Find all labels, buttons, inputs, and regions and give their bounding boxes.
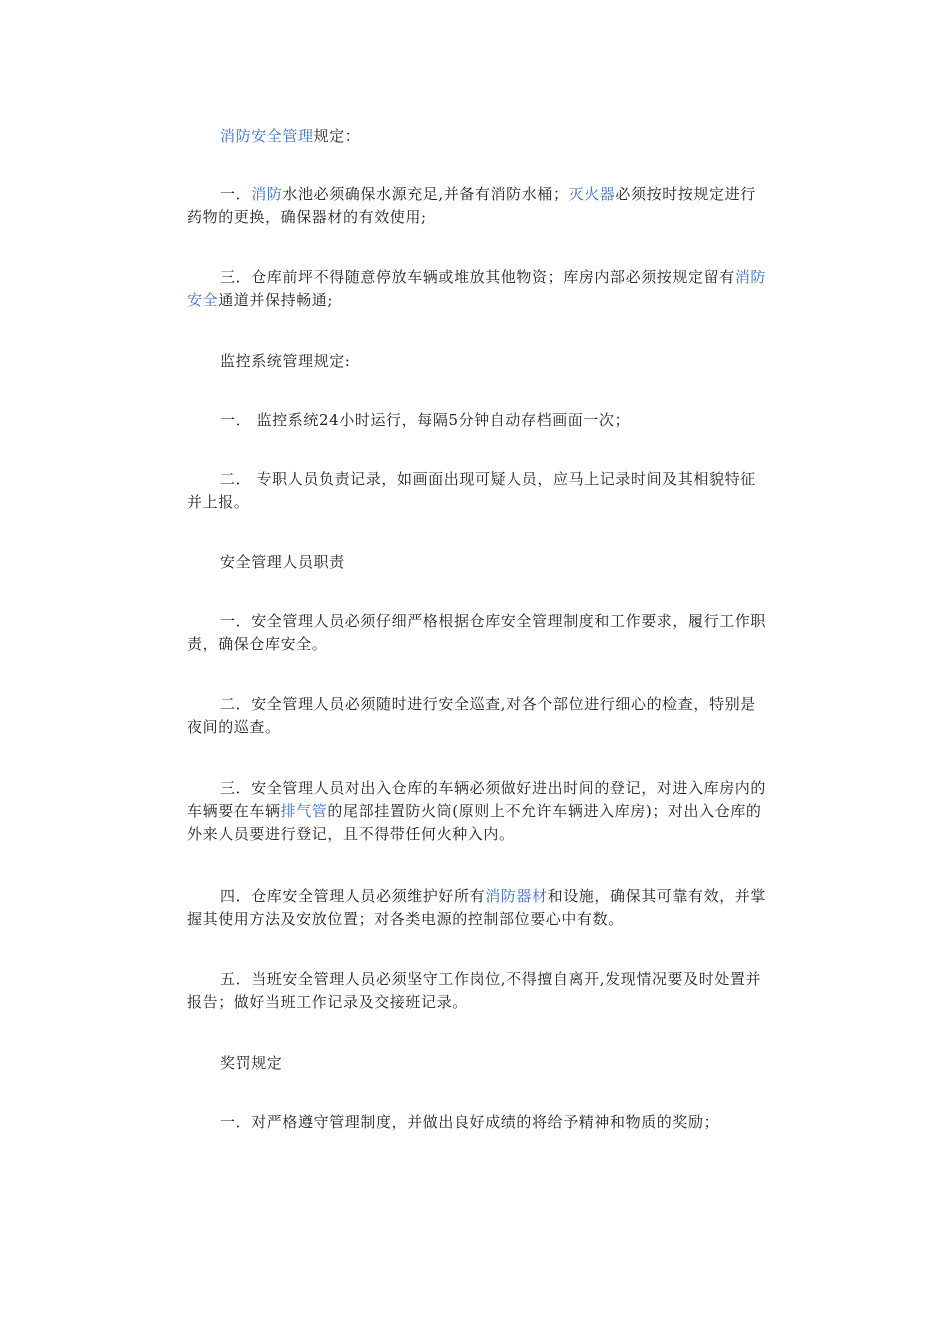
text-segment: 奖罚规定 xyxy=(220,1054,283,1072)
paragraph-duties-1 xyxy=(187,610,767,656)
paragraph-duties-2 xyxy=(187,693,767,739)
text-segment: 二．安全管理人员必须随时进行安全巡查,对各个部位进行细心的检查，特别是夜间的巡查。 xyxy=(187,695,756,736)
link-fire-safety-management[interactable]: 消防安全管理 xyxy=(220,127,314,145)
heading-fire-safety xyxy=(187,125,767,148)
text-segment: 五．当班安全管理人员必须坚守工作岗位,不得擅自离开,发现情况要及时处置并报告；做好当班工作记录及交接班记录。 xyxy=(187,970,762,1011)
text-segment: 通道并保持畅通; xyxy=(218,291,334,309)
text-segment: 一．安全管理人员必须仔细严格根据仓库安全管理制度和工作要求，履行工作职责，确保仓库安全。 xyxy=(187,612,767,653)
text-segment: 水池必须确保水源充足,并备有消防水桶； xyxy=(282,185,569,203)
paragraph-duties-5 xyxy=(187,968,767,1014)
paragraph-fire-3 xyxy=(187,266,767,312)
link-fire-protection[interactable]: 消防 xyxy=(251,185,283,203)
paragraph-duties-3 xyxy=(187,777,767,846)
paragraph-fire-1 xyxy=(187,183,767,229)
link-fire-safety[interactable]: 消防安全 xyxy=(187,268,767,309)
text-segment: 一．对严格遵守管理制度，并做出良好成绩的将给予精神和物质的奖励； xyxy=(220,1113,720,1131)
link-exhaust-pipe[interactable]: 排气管 xyxy=(280,802,328,820)
paragraph-rewards-1 xyxy=(187,1111,767,1134)
text-segment: 三．安全管理人员对出入仓库的车辆必须做好进出时间的登记，对进入库房内的车辆要在车辆 xyxy=(187,779,767,820)
text-segment: 监控系统管理规定: xyxy=(220,352,351,370)
paragraph-monitoring-2 xyxy=(187,468,767,514)
text-segment: 必须按时按规定进行药物的更换，确保器材的有效使用; xyxy=(187,185,756,226)
text-segment: 安全管理人员职责 xyxy=(220,553,345,571)
text-segment: 四．仓库安全管理人员必须维护好所有 xyxy=(220,887,486,905)
text-segment: 一． 监控系统24小时运行，每隔5分钟自动存档画面一次； xyxy=(220,411,631,429)
text-segment: 一． xyxy=(220,185,252,203)
heading-staff-duties xyxy=(187,551,767,574)
heading-rewards-penalties xyxy=(187,1052,767,1075)
link-fire-equipment[interactable]: 消防器材 xyxy=(485,887,548,905)
text-segment: 的尾部挂置防火筒(原则上不允许车辆进入库房)；对出入仓库的外来人员要进行登记，且不得带任何火种入内。 xyxy=(187,802,762,843)
text-segment: 规定： xyxy=(313,127,361,145)
text-segment: 二． 专职人员负责记录，如画面出现可疑人员，应马上记录时间及其相貌特征并上报。 xyxy=(187,470,756,511)
link-fire-extinguisher[interactable]: 灭火器 xyxy=(568,185,616,203)
text-segment: 和设施，确保其可靠有效，并掌握其使用方法及安放位置；对各类电源的控制部位要心中有数。 xyxy=(187,887,767,928)
text-segment: 三．仓库前坪不得随意停放车辆或堆放其他物资；库房内部必须按规定留有 xyxy=(220,268,735,286)
paragraph-monitoring-1 xyxy=(187,409,767,432)
paragraph-duties-4 xyxy=(187,885,767,931)
heading-monitoring xyxy=(187,350,767,373)
